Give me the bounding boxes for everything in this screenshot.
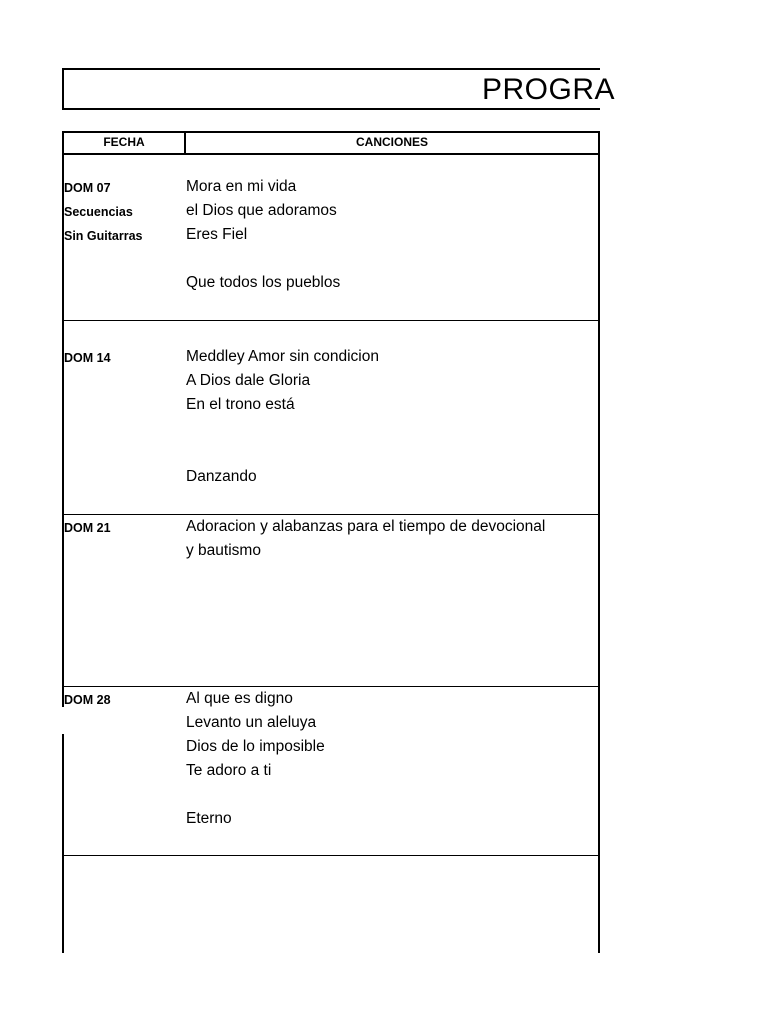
song-item: Meddley Amor sin condicion <box>186 348 379 365</box>
row-divider <box>64 855 598 856</box>
song-item: Eterno <box>186 810 232 827</box>
week-song-list <box>186 687 325 831</box>
song-item: y bautismo <box>186 542 261 559</box>
week-song-list <box>186 515 545 563</box>
song-item: Mora en mi vida <box>186 178 297 195</box>
row-divider <box>64 686 598 687</box>
song-item: Te adoro a ti <box>186 762 272 779</box>
week-date-line: Sin Guitarras <box>64 229 143 243</box>
week-date-line: DOM 28 <box>64 693 111 707</box>
table-header-row <box>62 131 600 155</box>
song-item <box>186 783 325 807</box>
title-box <box>62 68 616 110</box>
song-item: A Dios dale Gloria <box>186 372 311 389</box>
week-date-cell <box>64 516 111 540</box>
song-item: Danzando <box>186 468 257 485</box>
week-date-cell <box>64 346 111 370</box>
row-divider <box>64 320 598 321</box>
song-item: En el trono está <box>186 396 295 413</box>
song-item: Que todos los pueblos <box>186 274 341 291</box>
song-item: Al que es digno <box>186 690 293 707</box>
song-item <box>186 417 379 441</box>
song-item: Dios de lo imposible <box>186 738 325 755</box>
page-title: PROGRA <box>482 73 616 106</box>
song-item: Adoracion y alabanzas para el tiempo de devocional <box>186 518 546 535</box>
song-item <box>186 247 340 271</box>
song-item: Levanto un aleluya <box>186 714 317 731</box>
table-left-border-lower <box>62 734 64 953</box>
week-date-line: DOM 14 <box>64 351 111 365</box>
song-item: Eres Fiel <box>186 226 248 243</box>
week-date-line: Secuencias <box>64 205 133 219</box>
week-date-cell <box>64 688 111 712</box>
week-date-cell <box>64 176 143 248</box>
week-date-line: DOM 21 <box>64 521 111 535</box>
song-item <box>186 441 379 465</box>
header-fecha: FECHA <box>64 131 186 153</box>
week-song-list <box>186 175 340 295</box>
header-canciones: CANCIONES <box>355 135 428 149</box>
song-item: el Dios que adoramos <box>186 202 337 219</box>
week-song-list <box>186 345 379 489</box>
week-date-line: DOM 07 <box>64 181 111 195</box>
